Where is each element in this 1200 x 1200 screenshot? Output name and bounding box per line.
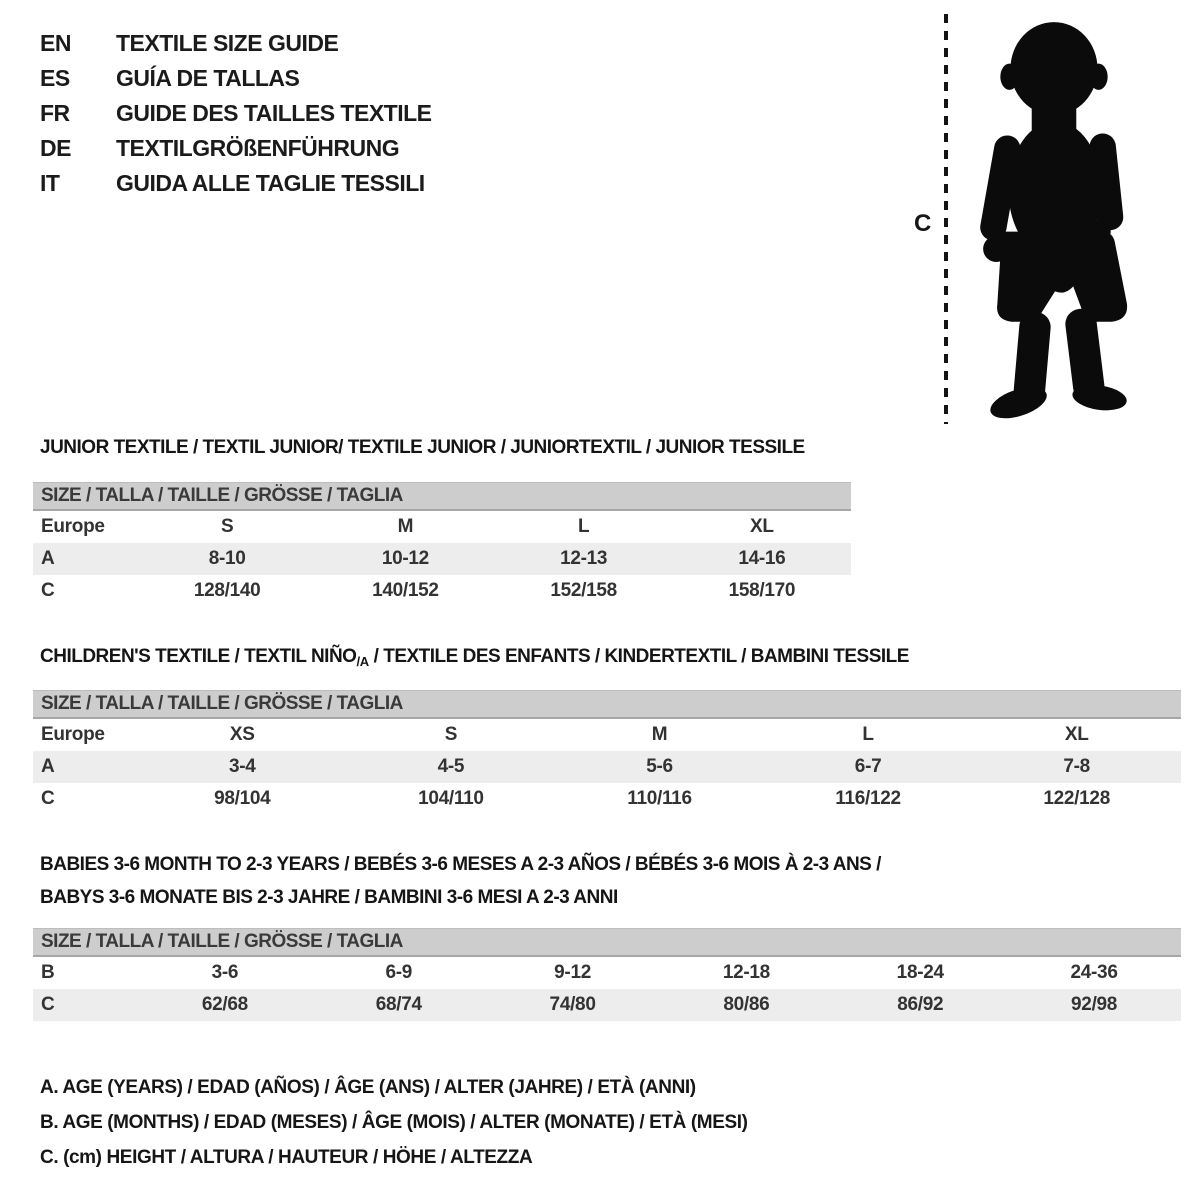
- size-table-header: SIZE / TALLA / TAILLE / GRÖSSE / TAGLIA: [33, 928, 1181, 957]
- row-label: Europe: [41, 724, 105, 745]
- table-cell: 3-4: [229, 756, 256, 777]
- lang-row-fr: [40, 96, 432, 131]
- table-row: [33, 543, 851, 575]
- table-row: [33, 957, 1181, 989]
- row-label: A: [41, 548, 55, 569]
- table-cell: XS: [229, 724, 255, 745]
- lang-title: TEXTILE SIZE GUIDE: [116, 30, 339, 56]
- row-label: A: [41, 756, 55, 777]
- table-cell: 74/80: [549, 994, 596, 1015]
- babies-heading-line1: BABIES 3-6 MONTH TO 2-3 YEARS / BEBÉS 3-6 MESES A 2-3 AÑOS / BÉBÉS 3-6 MOIS À 2-3 ANS /: [40, 854, 881, 875]
- measure-legend: [40, 1070, 748, 1175]
- table-cell: M: [651, 724, 668, 745]
- row-label: C: [41, 788, 55, 809]
- table-row: [33, 575, 851, 607]
- legend-line-b: B. AGE (MONTHS) / EDAD (MESES) / ÂGE (MOIS) / ALTER (MONATE) / ETÀ (MESI): [40, 1112, 748, 1133]
- table-cell: 10-12: [381, 548, 429, 569]
- table-cell: 12-18: [722, 962, 770, 983]
- table-cell: 80/86: [723, 994, 770, 1015]
- height-measure-label: C: [914, 210, 932, 237]
- table-row: [33, 989, 1181, 1021]
- junior-size-table: [33, 482, 851, 607]
- toddler-silhouette-icon: [964, 16, 1144, 421]
- table-cell: 8-10: [208, 548, 246, 569]
- children-heading-rest: / TEXTILE DES ENFANTS / KINDERTEXTIL / BAMBINI TESSILE: [368, 646, 909, 667]
- table-cell: S: [220, 516, 234, 537]
- children-heading-sub: /A: [356, 654, 369, 669]
- table-cell: 92/98: [1071, 994, 1118, 1015]
- junior-section-heading: JUNIOR TEXTILE / TEXTIL JUNIOR/ TEXTILE JUNIOR / JUNIORTEXTIL / JUNIOR TESSILE: [40, 437, 805, 458]
- row-label: C: [41, 580, 55, 601]
- table-cell: 110/116: [627, 788, 692, 809]
- table-cell: 9-12: [554, 962, 591, 983]
- table-row: [33, 751, 1181, 783]
- size-table-header: SIZE / TALLA / TAILLE / GRÖSSE / TAGLIA: [33, 690, 1181, 719]
- lang-code: ES: [40, 65, 70, 91]
- children-section-heading: [40, 646, 909, 668]
- babies-section-heading: [40, 848, 881, 914]
- lang-title: GUÍA DE TALLAS: [116, 65, 300, 91]
- table-row: [33, 719, 1181, 751]
- table-cell: L: [577, 516, 590, 537]
- table-cell: 122/128: [1043, 788, 1110, 809]
- lang-code: EN: [40, 30, 71, 56]
- table-cell: XL: [750, 516, 774, 537]
- table-cell: 5-6: [646, 756, 673, 777]
- table-cell: 128/140: [193, 580, 261, 601]
- babies-heading-line2: BABYS 3-6 MONATE BIS 2-3 JAHRE / BAMBINI 3-6 MESI A 2-3 ANNI: [40, 887, 618, 908]
- table-cell: 62/68: [201, 994, 248, 1015]
- table-cell: 7-8: [1063, 756, 1090, 777]
- legend-line-c: C. (cm) HEIGHT / ALTURA / HAUTEUR / HÖHE / ALTEZZA: [40, 1147, 533, 1168]
- children-size-table: [33, 690, 1181, 815]
- language-title-list: [40, 26, 432, 201]
- table-cell: 14-16: [738, 548, 786, 569]
- child-height-figure: [900, 8, 1190, 433]
- table-cell: 152/158: [550, 580, 617, 601]
- row-label: C: [41, 994, 55, 1015]
- children-heading-main: CHILDREN'S TEXTILE / TEXTIL NIÑO: [40, 646, 357, 667]
- table-cell: 3-6: [211, 962, 239, 983]
- lang-row-de: [40, 131, 432, 166]
- table-cell: 86/92: [897, 994, 944, 1015]
- table-cell: 12-13: [560, 548, 608, 569]
- table-cell: 98/104: [214, 788, 271, 809]
- table-cell: XL: [1064, 724, 1089, 745]
- lang-code: DE: [40, 135, 71, 161]
- babies-size-table: [33, 928, 1181, 1021]
- table-row: [33, 511, 851, 543]
- lang-title: TEXTILGRÖßENFÜHRUNG: [116, 135, 400, 161]
- table-cell: 6-9: [385, 962, 413, 983]
- table-cell: 158/170: [728, 580, 796, 601]
- lang-code: IT: [40, 170, 60, 196]
- row-label: B: [41, 962, 55, 983]
- table-cell: 18-24: [896, 962, 944, 983]
- lang-row-es: [40, 61, 432, 96]
- height-dashed-line: [942, 14, 950, 424]
- table-cell: S: [444, 724, 458, 745]
- table-cell: 116/122: [835, 788, 901, 809]
- table-cell: L: [862, 724, 874, 745]
- legend-line-a: A. AGE (YEARS) / EDAD (AÑOS) / ÂGE (ANS) / ALTER (JAHRE) / ETÀ (ANNI): [40, 1077, 696, 1098]
- lang-code: FR: [40, 100, 70, 126]
- table-cell: 104/110: [418, 788, 484, 809]
- table-cell: 4-5: [437, 756, 465, 777]
- size-table-header: SIZE / TALLA / TAILLE / GRÖSSE / TAGLIA: [33, 482, 851, 511]
- row-label: Europe: [41, 516, 105, 537]
- table-cell: 68/74: [375, 994, 422, 1015]
- table-cell: M: [397, 516, 414, 537]
- table-cell: 140/152: [372, 580, 439, 601]
- lang-title: GUIDA ALLE TAGLIE TESSILI: [116, 170, 425, 196]
- lang-title: GUIDE DES TAILLES TEXTILE: [116, 100, 432, 126]
- table-cell: 24-36: [1070, 962, 1118, 983]
- table-cell: 6-7: [854, 756, 882, 777]
- table-row: [33, 783, 1181, 815]
- lang-row-en: [40, 26, 432, 61]
- lang-row-it: [40, 166, 432, 201]
